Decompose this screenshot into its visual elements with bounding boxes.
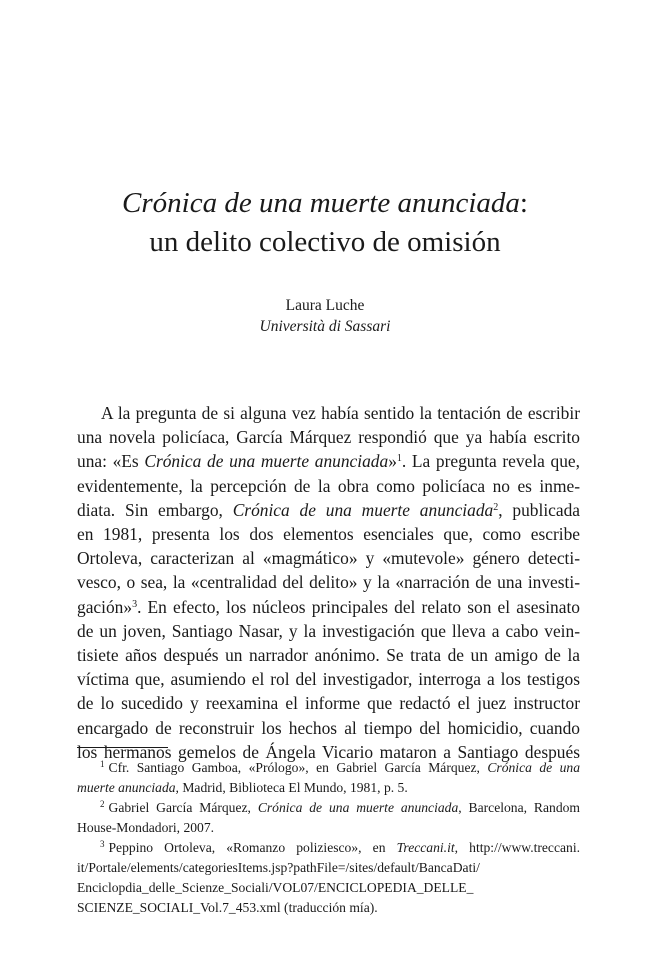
footnote-separator — [77, 747, 168, 748]
body-line: víctima que, asumiendo el rol del investigador, interroga a los testigos — [77, 669, 580, 690]
author-name: Laura Luche — [285, 297, 365, 314]
body-line: encargado de reconstruir los hechos al tiempo del homicidio, cuando — [77, 717, 580, 738]
footnote-3-url-line[interactable]: it/Portale/elements/categoriesItems.jsp?pathFile=/sites/default/BancaDati/ — [77, 860, 480, 875]
footnote-1-cont: muerte anunciada, Madrid, Biblioteca El Mundo, 1981, p. 5. — [77, 780, 408, 795]
title-work-name: Crónica de una muerte anunciada — [122, 187, 520, 219]
body-line: de un joven, Santiago Nasar, y la investigación que lleva a cabo vein- — [77, 620, 580, 641]
footnote-ref-1[interactable]: 1 — [396, 453, 402, 465]
footnote-ref-2[interactable]: 2 — [493, 501, 499, 513]
title-line-1 — [0, 183, 650, 223]
work-title-italic: Crónica de una muerte anunciada — [144, 451, 389, 472]
footnote-1: $^1$ Cfr. Santiago Gamboa, «Prólogo», en Gabriel García Márquez, Crónica de una — [100, 759, 580, 775]
footnotes — [77, 758, 580, 918]
footnote-source-italic: Treccani.it — [396, 840, 455, 855]
title-line-2: un delito colectivo de omisión — [149, 226, 501, 258]
footnote-3-url-end: SCIENZE_SOCIALI_Vol.7_453.xml (traducción mía). — [77, 900, 378, 915]
footnote-1-mark: 1 — [100, 759, 105, 769]
footnote-2-cont: House-Mondadori, 2007. — [77, 820, 215, 835]
footnote-2-mark: 2 — [100, 799, 105, 809]
footnote-3-url-start[interactable]: , http://www.treccani. — [454, 840, 581, 855]
body-line: los hermanos gemelos de Ángela Vicario mataron a Santiago después — [77, 741, 580, 762]
author-affiliation: Università di Sassari — [259, 318, 391, 335]
footnote-3-mark: 3 — [100, 839, 105, 849]
footnote-ref-3[interactable]: 3 — [132, 598, 138, 610]
footnote-3: $^3$ Peppino Ortoleva, «Romanzo poliziesco», en Treccani.it, http://www.treccani. — [100, 839, 581, 855]
footnote-3-url-line[interactable]: Enciclopdia_delle_Scienze_Sociali/VOL07/ENCICLOPEDIA_DELLE_ — [77, 880, 474, 895]
body-line: una: «Es Crónica de una muerte anunciada»$^1$. La pregunta revela que, — [77, 451, 580, 472]
body-line: en 1981, presenta los dos elementos esenciales que, como escribe — [77, 524, 580, 545]
body-line: tisiete años después un narrador anónimo. Se trata de un amigo de la — [77, 645, 580, 666]
body-line: de lo sucedido y reexamina el informe que redactó el juez instructor — [77, 693, 580, 714]
body-line: Ortoleva, caracterizan al «magmático» y «mutevole» género detecti- — [77, 548, 580, 569]
title-colon: : — [519, 187, 528, 219]
work-title-italic: Crónica de una muerte anunciada — [232, 499, 494, 520]
body-paragraph — [77, 401, 580, 764]
body-line: A la pregunta de si alguna vez había sentido la tentación de escribir — [101, 403, 580, 423]
body-line: una novela policíaca, García Márquez respondió que ya había escrito — [77, 427, 580, 448]
body-line: diata. Sin embargo, Crónica de una muerte anunciada$^2$, publicada — [77, 499, 581, 520]
body-line: vesco, o sea, la «centralidad del delito» y la «narración de una investi- — [77, 572, 580, 593]
footnote-2: $^2$ Gabriel García Márquez, Crónica de una muerte anunciada, Barcelona, Random — [100, 799, 580, 815]
body-line: evidentemente, la percepción de la obra como policíaca no es inme- — [77, 475, 580, 496]
body-line: gación»$^3$. En efecto, los núcleos principales del relato son el asesinato — [77, 596, 580, 617]
